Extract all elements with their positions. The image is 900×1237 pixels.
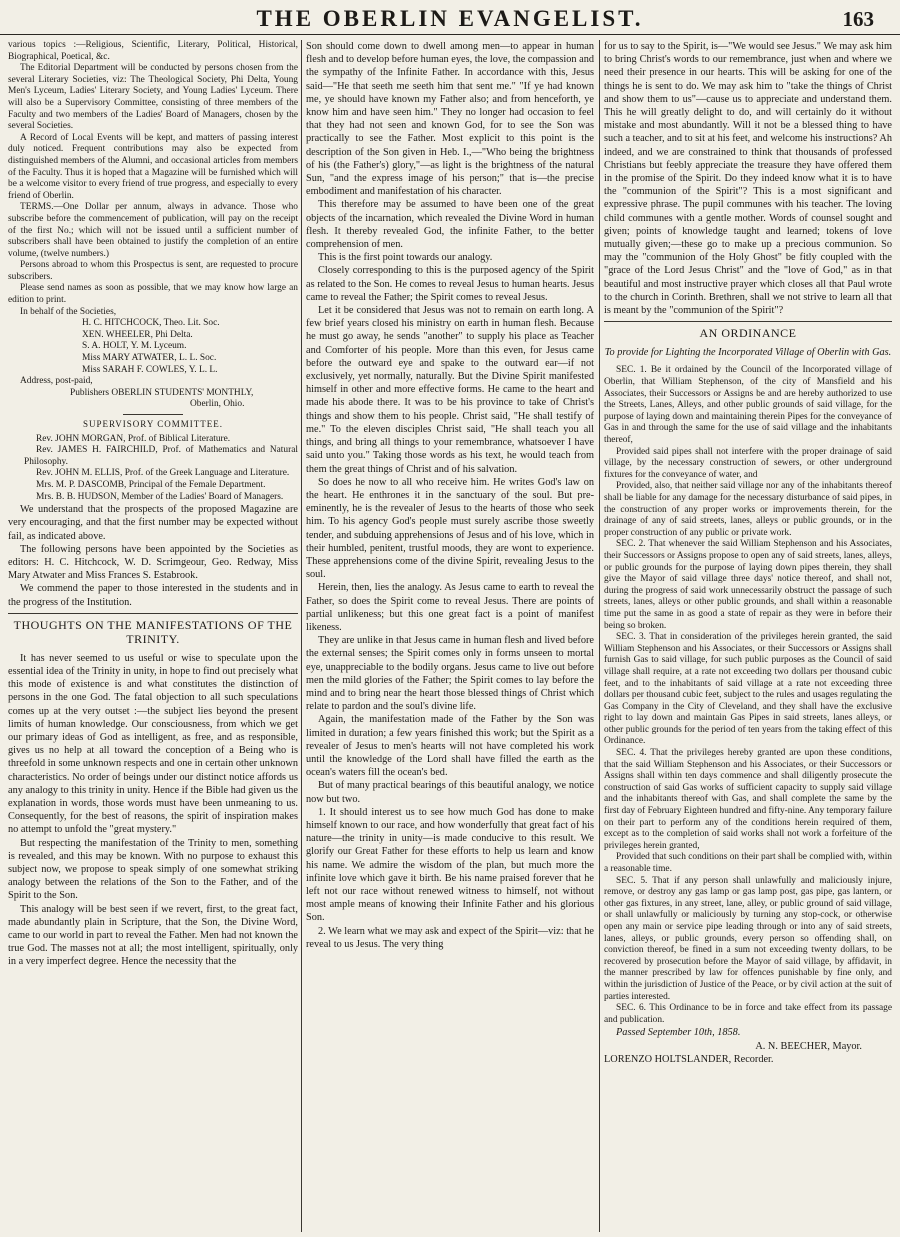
masthead: THE OBERLIN EVANGELIST. bbox=[256, 6, 644, 31]
recorder-signature: LORENZO HOLTSLANDER, Recorder. bbox=[604, 1053, 774, 1065]
article-paragraph: But respecting the manifestation of the Trinity to men, something is revealed, and this may be known. With no purpose to exhaust this subject now, we propose to speak simply of one somewhat striking analogy between the relations of the Son to the Father, and of the Spirit to the Son. bbox=[8, 837, 298, 902]
column-3 bbox=[604, 40, 892, 1232]
ordinance-section: Provided that such conditions on their part shall be complied with, within a reasonable time. bbox=[604, 852, 892, 874]
roster-item: S. A. HOLT, Y. M. Lyceum. bbox=[82, 341, 187, 352]
ordinance-section: SEC. 5. That if any person shall unlawfully and maliciously injure, remove, or destroy any gas lamp or gas lamp post, gas pipe, gas lantern, or other gas fixtures, in any street, lane, alley, or public ground of said village, or shall unlawfully or maliciously by turning any stop-cock, or otherwise open any main or service pipe leading through or into any of said streets, lanes, alleys, or public grounds, every person so offending shall, on conviction thereof, be fined in a sum not exceeding twenty dollars, to be recovered by prosecution before the Mayor of said village, by affidavit, in the manner prescribed by law for offences punishable by fine only, and within the jurisdiction of Justice of the Peace, or by civil action at the suit of parties interested. bbox=[604, 875, 892, 1002]
prospectus-paragraph: A Record of Local Events will be kept, and matters of passing interest duly noticed. Frequent contributions may also be expected from distinguished members of the Alumni, and occasional articles from members of the Faculty. Thus it is hoped that a Magazine will be furnished which will be a welcome visitor to every friend of true progress, and especially to every friend of Oberlin. bbox=[8, 132, 298, 201]
notice-paragraph: We commend the paper to those interested in the students and in the progress of the Institution. bbox=[8, 583, 298, 608]
publishers-line: Publishers OBERLIN STUDENTS' MONTHLY, bbox=[70, 387, 254, 398]
roster-item: Miss SARAH F. COWLES, Y. L. L. bbox=[82, 364, 218, 375]
article-paragraph: 1. It should interest us to see how much God has done to make himself known to our race, and how wonderfully that great fact of his nature—the trinity in unity—is made conducive to this result. We glorify our Great Father for these efforts to help us learn and know his name. We admire the wisdom of the plan, but much more the infinite love which gave it birth. Be his name praised forever that he left not our race without renewed witness to himself, not without most ample means of knowing their Infinite Father and his glorious Son. bbox=[306, 806, 594, 924]
prospectus-terms: TERMS.—One Dollar per annum, always in advance. Those who subscribe before the commencement of publication, will pay on the receipt of the first No.; which will not be issued until a sufficient number of subscribers shall have been obtained to justify the completion of an entire volume, (twelve numbers.) bbox=[8, 202, 298, 259]
roster-item: XEN. WHEELER, Phi Delta. bbox=[82, 329, 193, 340]
behalf-line: In behalf of the Societies, bbox=[20, 306, 117, 317]
article-paragraph: Let it be considered that Jesus was not to remain on earth long. A few brief years closed his ministry on earth in human flesh. Because he must go away, he sends "another" to supply his place as Teacher and Comforter of his people. More than this even, for Jesus came before the outward eye and spake to the outward ear—if not exclusively, yet normally, naturally. But the Divine Spirit manifested himself in other and more effective forms. He came to the heart and made his abode there. It was to be his province to take of Christ's things and show them to his people. Christ said, "He shall testify of me." To the eleven disciples Christ said, "He shall teach you all things, and bring all things to your remembrance, whatsoever I have said unto you." Taking those words as his text, he would teach from them the great things of Christ and of his salvation. bbox=[306, 305, 594, 475]
committee-member: Rev. JAMES H. FAIRCHILD, Prof. of Mathematics and Natural Philosophy. bbox=[24, 445, 298, 467]
article-paragraph: But of many practical bearings of this beautiful analogy, we notice now but two. bbox=[306, 780, 594, 805]
ordinance-section: SEC. 2. That whenever the said William Stephenson and his Associates, their Successors or Assigns propose to open any of said streets, lanes, alleys, or public grounds for the purpose of laying down pipes therein, they shall give the Mayor of said village three days' notice thereof, and shall not, during the progress of said work unnecessarily obstruct the passage of such streets, lanes, alleys or other public grounds, and shall within a reasonable time put the same in as good a state of repair as they were in before their being so broken. bbox=[604, 539, 892, 631]
committee-member: Rev. JOHN M. ELLIS, Prof. of the Greek Language and Literature. bbox=[36, 468, 290, 479]
article-paragraph: Again, the manifestation made of the Father by the Son was limited in duration; a few years finished this work; but the Spirit as a revealer of Jesus to men's hearts will not have completed his work until the knowledge of the Lord shall have filled the earth as the ocean's waters fill the ocean's bed. bbox=[306, 714, 594, 779]
passed-date: Passed September 10th, 1858. bbox=[616, 1027, 741, 1039]
article-paragraph: Closely corresponding to this is the purposed agency of the Spirit as related to the Son. He comes to reveal Jesus to human hearts. Jesus came to reveal the Father; the Spirit comes to reveal Jesus. bbox=[306, 265, 594, 303]
location-line: Oberlin, Ohio. bbox=[190, 399, 245, 410]
committee-member: Mrs. B. B. HUDSON, Member of the Ladies' Board of Managers. bbox=[36, 491, 284, 502]
ordinance-section: SEC. 3. That in consideration of the privileges herein granted, the said William Stephenson and his Associates, or their Successors or Assigns shall furnish Gas to said village, for such public purposes as the Council of said village shall require, at a rate not exceeding two dollars per thousand cubic feet, and to the inhabitants of said village at a rate not exceeding three dollars per thousand cubic feet, subject to the rules and usages regulating the Gas Company in the City of Cleveland, and they shall have the exclusive right to lay down and maintain Gas Pipes in said streets, lanes alleys, or other public grounds for the period of ten years from the taking effect of this Ordinance. bbox=[604, 632, 892, 747]
column-1 bbox=[8, 40, 298, 1232]
ordinance-title: AN ORDINANCE bbox=[699, 326, 797, 341]
article-paragraph: 2. We learn what we may ask and expect of the Spirit—viz: that he reveal to us Jesus. The very thing bbox=[306, 925, 594, 950]
article-paragraph: This therefore may be assumed to have been one of the great objects of the incarnation, which revealed the Divine Word in human flesh. It thereby revealed God, the infinite Father, to the better comprehension of men. bbox=[306, 199, 594, 251]
column-rule-2 bbox=[599, 40, 600, 1232]
column-rule-1 bbox=[301, 40, 302, 1232]
ordinance-section: Provided said pipes shall not interfere with the proper drainage of said village, by the necessary construction of sewers, or other underground fixtures for the conveyance of water, and bbox=[604, 446, 892, 480]
page-number: 163 bbox=[842, 7, 874, 31]
prospectus-paragraph: Please send names as soon as possible, that we may know how large an edition to print. bbox=[8, 283, 298, 306]
roster-item: H. C. HITCHCOCK, Theo. Lit. Soc. bbox=[82, 318, 220, 329]
article-paragraph: It has never seemed to us useful or wise to speculate upon the essential idea of the Trinity in unity, in hope to find out precisely what this mode of existence is and what constitutes the distinction of persons in the one God. The fatal objection to all such speculations comes up at the very outset :—the subject lies beyond the present limits of human knowledge. Our consciousness, from which we get our primary ideas of God as intelligent, as free, and as responsible, gives us no help at all toward the conception of a Being who is threefold in some unknown respects and one in certain other unknown characteristics. No order of beings under our distinct notice affords us any analogy to this trinity in unity. Hence if the Bible had given us the explanation in words, those words must have been unmeaning to us. Consequently, for the best of reasons, the spirit of inspiration makes no attempt to unfold the "great mystery." bbox=[8, 652, 298, 836]
article-paragraph: for us to say to the Spirit, is—"We would see Jesus." We may ask him to bring Christ's words to our remembrance, just when and where we need their presence in our hearts. This will be asking for one of the things he is sent to do. We may ask him to "take the things of Christ and show them to us"—cause us to appreciate and understand them. This he will greatly delight to do, and will certainly do it without mistake and most abundantly. Will it not be a blessed thing to have such a teacher, and to sit at his feet, and welcome his instructions? Ah indeed, and we are constrained to think that thousands of professed Christians but feebly appreciate the treasure they have offered them in the promise of the Spirit. Do they indeed know what it is to have the "communion of the Spirit"? This is a most significant and expressive phrase. The pupil communes with his teacher. The loving child communes with a gentle mother. Words of counsel sought and given; points of knowledge taught and learned; tokens of love mutually given;—these go to make up a precious communion. So may the "communion of the Holy Ghost" be fitly coupled with the "grace of the Lord Jesus Christ" and the "love of God," as in that beautiful and most instructive prayer which closes all that Paul wrote to the church in Corinth. Brethren, shall we not strive to learn all that is meant by the "communion of the Spirit"? bbox=[604, 41, 892, 317]
ordinance-subtitle: To provide for Lighting the Incorporated Village of Oberlin with Gas. bbox=[604, 347, 892, 359]
ordinance-section: SEC. 1. Be it ordained by the Council of the Incorporated village of Oberlin, that William Stephenson, of the city of Mansfield and his Associates, their Successors or Assigns be and are hereby authorized to use the Streets, Lanes, Alleys, and other public grounds of said village, for the purpose of laying down and maintaining therein Pipes for the conveyance of Gas in and through the same for the use of said village and the inhabitants thereof, bbox=[604, 365, 892, 446]
roster-item: Miss MARY ATWATER, L. L. Soc. bbox=[82, 353, 217, 364]
divider bbox=[123, 414, 183, 415]
article-paragraph: So does he now to all who receive him. He writes God's law on the heart. He enthrones it in the sanctuary of the soul. But pre-eminently, he is the revealer of Jesus to the hearts of those who seek him. To his agency God's people must surely ascribe those sweetly tender, and subduing apprehensions of Jesus and of his love, which in their humbled, penitent, trustful moods, they are wont to experience. These apprehensions come of the divine Spirit, revealing Jesus to the soul. bbox=[306, 476, 594, 581]
prospectus-paragraph: The Editorial Department will be conducted by persons chosen from the several Literary Societies, viz: The Theological Society, Phi Delta, Young Men's Lyceum, Ladies' Literary Society, and Young Ladies' Lyceum. There will also be a Supervisory Committee, consisting of three members of the Faculty and two members of the Ladies' Board of Managers, chosen by the several Societies. bbox=[8, 63, 298, 132]
article-paragraph: Herein, then, lies the analogy. As Jesus came to earth to reveal the Father, so does the Spirit come to reveal Jesus. There are points of partial unlikeness; but this one great fact is a point of manifest likeness. bbox=[306, 582, 594, 633]
ordinance-section: SEC. 6. This Ordinance to be in force and take effect from its passage and publication. bbox=[604, 1003, 892, 1025]
mayor-signature: A. N. BEECHER, Mayor. bbox=[755, 1040, 862, 1052]
notice-paragraph: We understand that the prospects of the proposed Magazine are very encouraging, and that the first number may be expected without fail, as indicated above. bbox=[8, 504, 298, 542]
article-paragraph: They are unlike in that Jesus came in human flesh and lived before the external senses; the Spirit comes only in forms unseen to mortal eye, unappreciable to the bodily organs. Jesus came to live out before men the mild glories of the Father; the Spirit comes to lay before the mind and to bring near the heart those blessed things of Christ which relate to pardon and the soul's divine life. bbox=[306, 635, 594, 713]
column-2 bbox=[306, 40, 594, 1232]
article-paragraph: This analogy will be best seen if we revert, first, to the great fact, made abundantly plain in Scripture, that the Son, the Divine Word, came to our world in part to reveal the Father. Men had not known the true God. The masses not at all; the most intelligent, spiritually, only in a very imperfect degree. Hence the necessity that the bbox=[8, 903, 298, 968]
divider bbox=[604, 321, 892, 322]
ordinance-section: SEC. 4. That the privileges hereby granted are upon these conditions, that the said William Stephenson and his Associates, or their Successors or Assigns shall within ten days commence and shall diligently prosecute the construction of said Gas works of sufficient capacity to supply said village and the inhabitants thereof with Gas, and shall complete the same by the first day of February Eighteen hundred and fifty-nine. Any temporary failure on their part to perform any of the conditions herein required of them, except as to the completion of said works shall not work a forfeiture of the privileges herein granted, bbox=[604, 748, 892, 851]
notice-paragraph: The following persons have been appointed by the Societies as editors: H. C. Hitchcock, W. D. Scrimgeour, Geo. Redway, Miss Mary Atwater and Miss Frances S. Estabrook. bbox=[8, 543, 298, 582]
article-paragraph: Son should come down to dwell among men—to appear in human flesh and to develop before human eyes, the love, the compassion and the sympathy of the Infinite Father. In accordance with this, Jesus said—"He that seeth me seeth him that sent me." "If ye had known me, ye should have known my Father also; and from henceforth, ye know him and have seen him." They no longer had occasion to feel that they had not seen and known God, for to see the Son was practically to see the Father. Most explicit to this point is the description of the Son given in Heb. I.,—"Who being the brightness of his (the Father's) glory,"—as light is the brightness of the natural Sun, "and the express image of his person;" that is—the precise embodiment and manifestation of his character. bbox=[306, 41, 594, 198]
address-line: Address, post-paid, bbox=[20, 376, 93, 387]
page-header bbox=[0, 0, 900, 35]
committee-title: SUPERVISORY COMMITTEE. bbox=[83, 419, 223, 429]
article-title-trinity: THOUGHTS ON THE MANIFESTATIONS OF THE TRINITY. bbox=[13, 617, 293, 646]
prospectus-paragraph: various topics :—Religious, Scientific, Literary, Political, Historical, Biographical, Poetical, &c. bbox=[8, 40, 298, 62]
divider bbox=[8, 613, 298, 614]
ordinance-section: Provided, also, that neither said village nor any of the inhabitants thereof shall be liable for any damage for the necessary disturbance of said pipes, in the construction of any proper works or improvements therein, for the drainage of any of said streets, lanes, alleys or public grounds, or in the proper construction of any public or private work. bbox=[604, 481, 892, 538]
committee-member: Rev. JOHN MORGAN, Prof. of Biblical Literature. bbox=[36, 433, 231, 444]
prospectus-paragraph: Persons abroad to whom this Prospectus is sent, are requested to procure subscribers. bbox=[8, 260, 298, 282]
committee-member: Mrs. M. P. DASCOMB, Principal of the Female Department. bbox=[36, 479, 266, 490]
article-paragraph: This is the first point towards our analogy. bbox=[318, 252, 493, 264]
